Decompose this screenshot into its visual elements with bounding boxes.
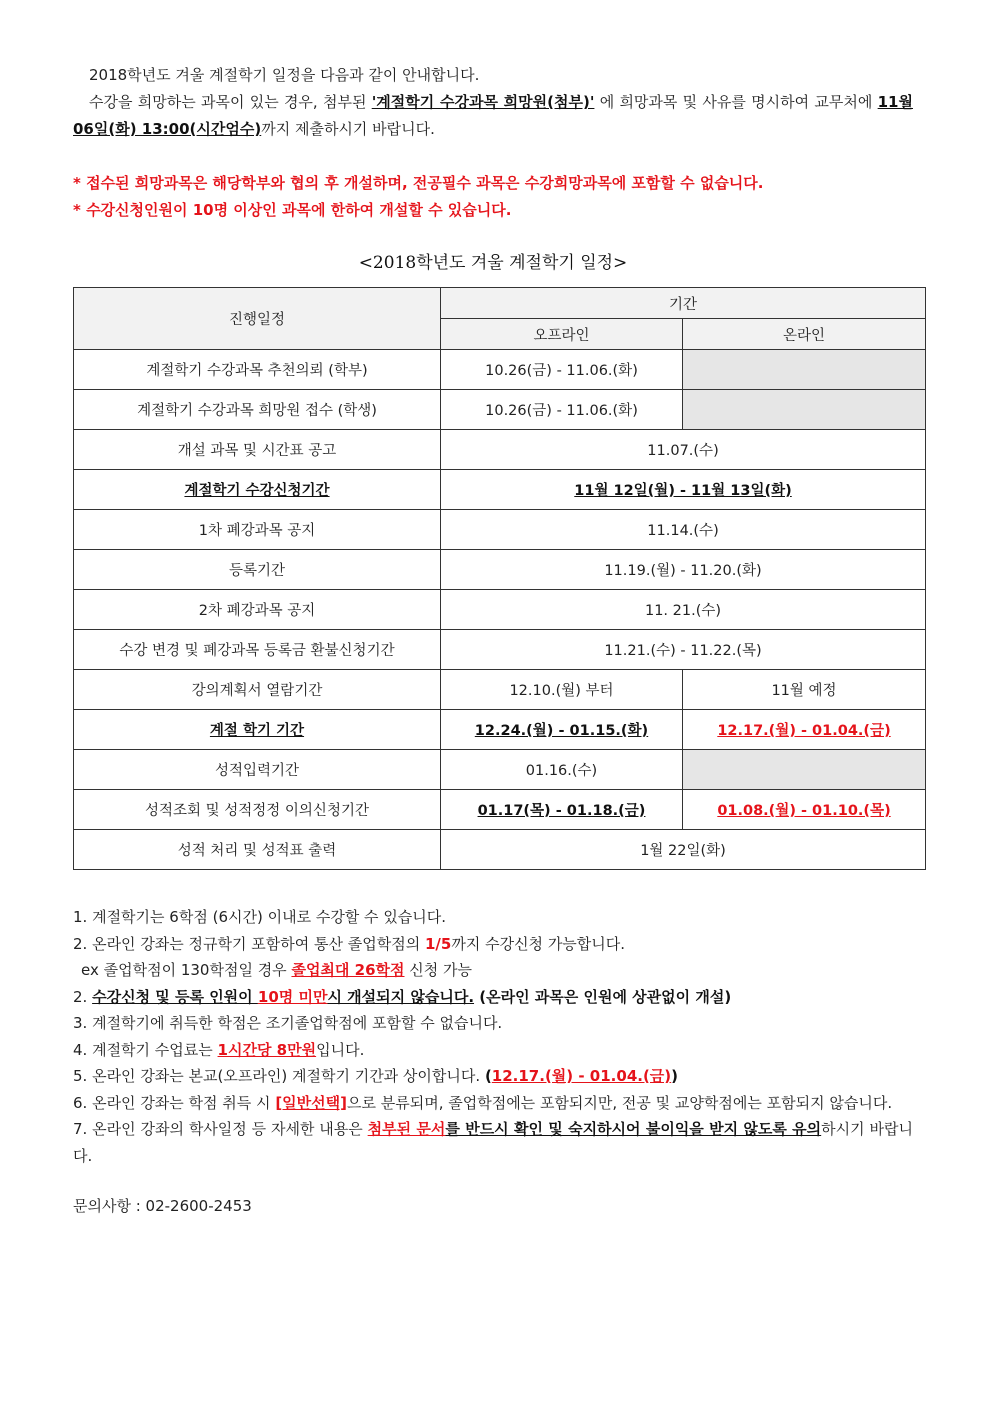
table-row	[74, 630, 926, 670]
note-text: 신청 가능	[404, 961, 472, 979]
online-cell-empty	[683, 750, 926, 790]
schedule-table	[73, 287, 926, 870]
table-row	[74, 830, 926, 870]
note-highlight: (온라인 과목은 인원에 상관없이 개설)	[474, 987, 732, 1006]
intro-text: 수강을 희망하는 과목이 있는 경우, 첨부된	[89, 93, 372, 111]
note-3: 3. 계절학기에 취득한 학점은 조기졸업학점에 포함할 수 없습니다.	[73, 1014, 503, 1032]
table-title: <2018학년도 겨울 계절학기 일정>	[358, 253, 628, 273]
note-highlight: (	[484, 1067, 492, 1085]
row-label: 계절학기 수강과목 추천의뢰 (학부)	[74, 350, 441, 390]
note-text: 6. 온라인 강좌는 학점 취득 시	[73, 1093, 276, 1112]
intro-line-1: 2018학년도 겨울 계절학기 일정을 다음과 같이 안내합니다.	[89, 66, 480, 84]
note-text: 2. 온라인 강좌는 정규학기 포함하여 통산 졸업학점의	[73, 934, 425, 953]
note-text: 하시기 바랍니다.	[73, 1120, 913, 1165]
note-highlight: 졸업최대 26학점	[291, 961, 405, 979]
note-5	[73, 1063, 913, 1090]
offline-cell: 10.26(금) - 11.06.(화)	[441, 350, 683, 390]
note-highlight: 첨부된 문서	[367, 1120, 446, 1138]
note-6	[73, 1090, 913, 1117]
notes-section	[73, 904, 913, 1169]
row-label: 강의계획서 열람기간	[74, 670, 441, 710]
note-highlight: 수강신청 및 등록 인원이	[92, 987, 258, 1006]
period-cell: 11. 21.(수)	[441, 590, 926, 630]
row-label: 성적입력기간	[74, 750, 441, 790]
deadline-text: 11월 06일(화) 13:00(시간엄수)	[73, 93, 913, 138]
attachment-form-name: '계절학기 수강과목 희망원(첨부)'	[371, 93, 595, 111]
online-cell: 01.08.(월) - 01.10.(목)	[683, 790, 926, 830]
row-label: 2차 폐강과목 공지	[74, 590, 441, 630]
online-cell-empty	[683, 350, 926, 390]
notice-1: * 접수된 희망과목은 해당학부와 협의 후 개설하며, 전공필수 과목은 수강희망과목에 포함할 수 없습니다.	[73, 174, 764, 192]
note-1: 1. 계절학기는 6학점 (6시간) 이내로 수강할 수 있습니다.	[73, 908, 447, 926]
offline-cell: 01.16.(수)	[441, 750, 683, 790]
row-label: 수강 변경 및 폐강과목 등록금 환불신청기간	[74, 630, 441, 670]
note-2	[73, 931, 913, 958]
row-label: 성적조회 및 성적정정 이의신청기간	[74, 790, 441, 830]
period-cell: 1월 22일(화)	[441, 830, 926, 870]
contact-info: 문의사항 : 02-2600-2453	[73, 1197, 252, 1215]
period-cell: 11월 12일(월) - 11월 13일(화)	[441, 470, 926, 510]
table-row	[74, 470, 926, 510]
period-cell: 11.21.(수) - 11.22.(목)	[441, 630, 926, 670]
note-highlight: 시 개설되지 않습니다.	[327, 987, 475, 1006]
table-row	[74, 710, 926, 750]
note-highlight: 12.17.(월) - 01.04.(금)	[491, 1067, 672, 1085]
note-7	[73, 1116, 913, 1169]
note-highlight: 10명 미만	[257, 987, 328, 1006]
note-text: 입니다.	[316, 1040, 365, 1059]
offline-cell: 12.10.(월) 부터	[441, 670, 683, 710]
online-cell: 12.17.(월) - 01.04.(금)	[683, 710, 926, 750]
note-highlight: 1/5	[424, 934, 452, 953]
offline-cell: 01.17(목) - 01.18.(금)	[441, 790, 683, 830]
online-cell: 11월 예정	[683, 670, 926, 710]
table-row	[74, 390, 926, 430]
table-row	[74, 430, 926, 470]
row-label: 등록기간	[74, 550, 441, 590]
row-label: 계절학기 수강신청기간	[74, 470, 441, 510]
note-text: 2.	[73, 987, 93, 1006]
table-row	[74, 750, 926, 790]
header-online: 온라인	[683, 319, 926, 350]
note-text: 4. 계절학기 수업료는	[73, 1040, 218, 1059]
note-text: 까지 수강신청 가능합니다.	[451, 934, 626, 953]
header-progress: 진행일정	[74, 288, 441, 350]
intro-line-2	[73, 89, 913, 143]
offline-cell: 10.26(금) - 11.06.(화)	[441, 390, 683, 430]
note-text: 5. 온라인 강좌는 본교(오프라인) 계절학기 기간과 상이합니다.	[73, 1067, 485, 1085]
header-period: 기간	[441, 288, 926, 319]
row-label: 계절 학기 기간	[74, 710, 441, 750]
note-2b	[73, 984, 913, 1011]
table-row	[74, 790, 926, 830]
note-example	[73, 957, 913, 984]
note-text: ex 졸업학점이 130학점일 경우	[81, 961, 292, 979]
row-label: 성적 처리 및 성적표 출력	[74, 830, 441, 870]
offline-cell: 12.24.(월) - 01.15.(화)	[441, 710, 683, 750]
header-offline: 오프라인	[441, 319, 683, 350]
note-highlight: 를 반드시 확인 및 숙지하시어 불이익을 받지 않도록 유의	[445, 1120, 822, 1138]
row-label: 계절학기 수강과목 희망원 접수 (학생)	[74, 390, 441, 430]
note-text: 으로 분류되며, 졸업학점에는 포함되지만, 전공 및 교양학점에는 포함되지 않습니다.	[346, 1093, 893, 1112]
table-row	[74, 510, 926, 550]
table-row	[74, 670, 926, 710]
row-label: 1차 폐강과목 공지	[74, 510, 441, 550]
period-cell: 11.07.(수)	[441, 430, 926, 470]
note-text: 7. 온라인 강좌의 학사일정 등 자세한 내용은	[73, 1120, 368, 1138]
intro-text: 까지 제출하시기 바랍니다.	[261, 120, 435, 138]
online-cell-empty	[683, 390, 926, 430]
table-row	[74, 350, 926, 390]
note-highlight: )	[671, 1067, 679, 1085]
table-row	[74, 590, 926, 630]
period-cell: 11.19.(월) - 11.20.(화)	[441, 550, 926, 590]
table-row	[74, 550, 926, 590]
note-4	[73, 1037, 913, 1064]
notice-2: * 수강신청인원이 10명 이상인 과목에 한하여 개설할 수 있습니다.	[73, 201, 512, 219]
row-label: 개설 과목 및 시간표 공고	[74, 430, 441, 470]
intro-text: 에 희망과목 및 사유를 명시하여 교무처에	[594, 93, 878, 111]
period-cell: 11.14.(수)	[441, 510, 926, 550]
document-page	[73, 62, 913, 1216]
note-highlight: 1시간당 8만원	[217, 1040, 317, 1059]
note-highlight: [일반선택]	[275, 1093, 347, 1112]
